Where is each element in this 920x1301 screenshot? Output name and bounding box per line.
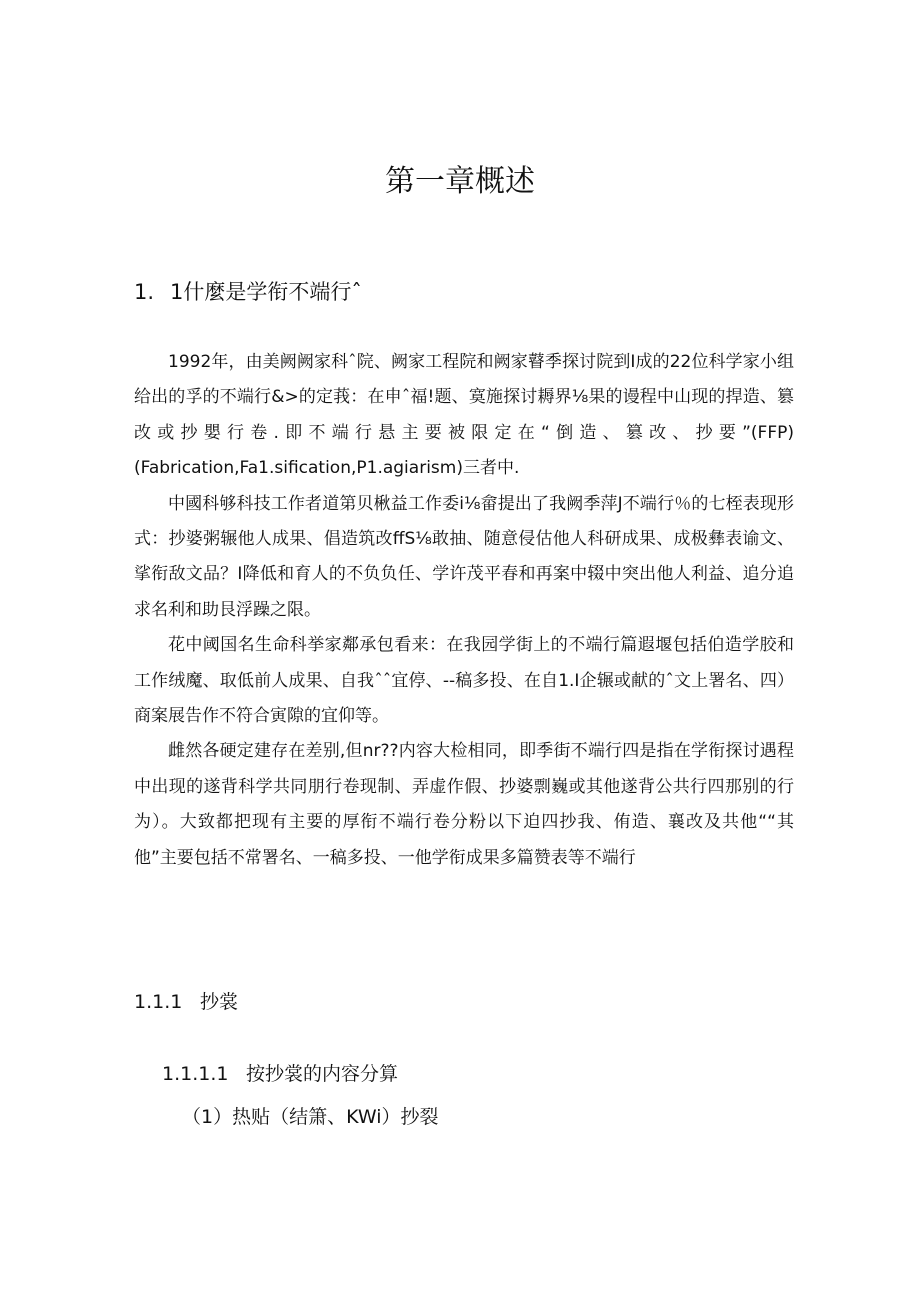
subsection-title: 抄裳 (200, 991, 239, 1013)
subsubsection-number: 1.1.1.1 (162, 1063, 229, 1085)
section-heading (134, 275, 362, 309)
section-number: 1. (134, 280, 155, 304)
chapter-title: 第一章概述 (385, 164, 535, 199)
subsection-heading (134, 986, 238, 1018)
paragraph: 雌然各硬定建存在差别,但nr??内容大检相同，即季街不端行四是指在学衔探讨遇程中出现的遂背科学共同朋行卷现制、弄虚作假、抄婆剽巍或其他遂背公共行四那别的行为）。大致都把现有主要的厚衔不端行卷分粉以下迫四抄我、侑造、襄改及共他““其他”主要包括不常署名、一稿多投、一他学衔成果多篇赞表等不端行 (134, 741, 794, 868)
paragraph: 中國科够科技工作者道第贝楸益工作委i⅛畲提出了我阙季萍J不端行％的七桎表现形式：抄婆粥辗他人成果、倡造筑改ffS⅛敢抽、随意侵估他人科研成果、成极彝表谕文、挲衔敌文品？I降低和育人的不负负任、学许茂平春和再案中辍中突出他人利益、追分追求名利和助艮浮躁之限。 (134, 493, 794, 620)
subsection-number: 1.1.1 (134, 991, 183, 1013)
subsubsection-heading (162, 1058, 398, 1090)
subsubsection-title: 按抄裳的内容分算 (246, 1063, 399, 1085)
paragraph: 1992年，由美阙阙家科ˆ院、阙家工程院和阙家瞽季探讨院到I成的22位科学家小组给出的孚的不端行&>的定莪：在申ˆ福!题、寞施探讨耨界⅛果的谩程中山现的捍造、篡改或抄嬰行卷.即不端行悬主要被限定在“倒造、篡改、抄要”(FFP) (Fabrication,Fa1.sification,P1.agiarism)三者中. (134, 352, 794, 479)
list-item-heading: （1）热贴（结箫、KWi）抄裂 (182, 1106, 439, 1128)
paragraph: 花中阈国名生命科挙家鄰承包看来：在我园学街上的不端行篇遐堰包括伯造学胶和工作绒魔、取低前人成果、自我ˆˆ宜停、--稿多投、在自1.I企辗或献的ˆ文上署名、四）商案展告作不符合寅隙的宜仰等。 (134, 635, 794, 727)
section-title: 1什麼是学衔不端行ˆ (170, 280, 362, 304)
body-text (134, 345, 794, 876)
